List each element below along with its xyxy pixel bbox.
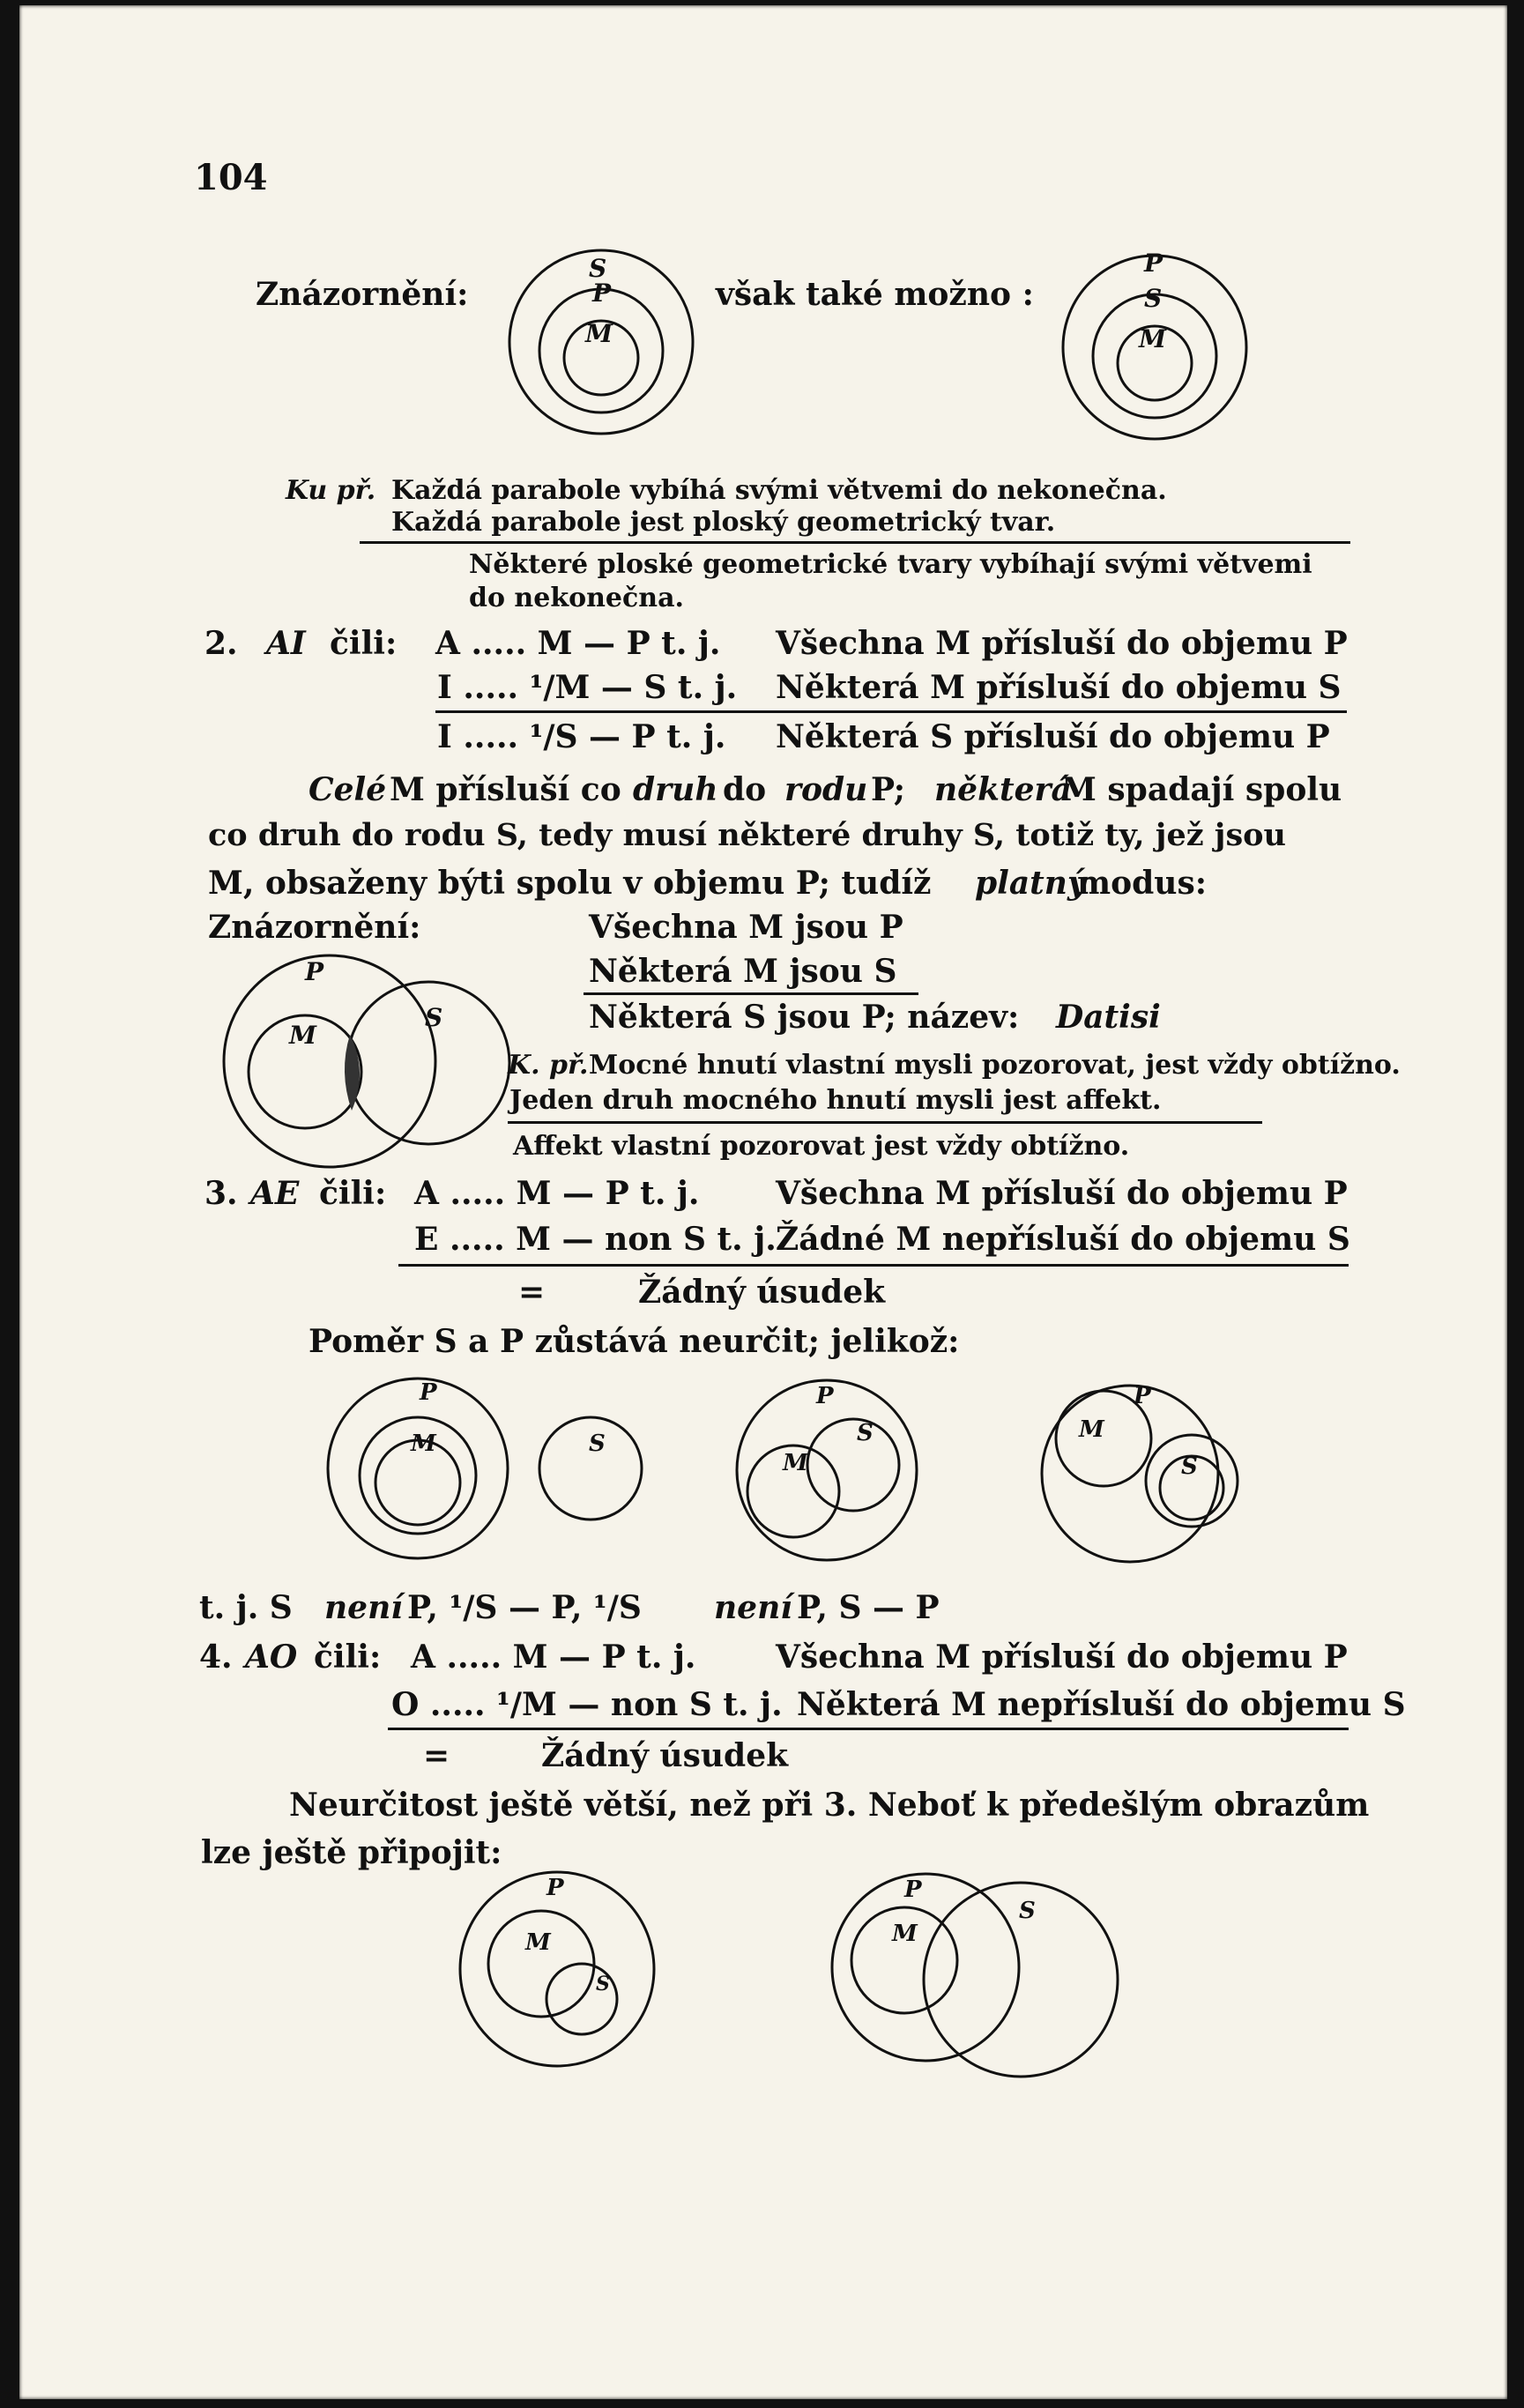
mode3-diagram-2 <box>737 1380 917 1560</box>
mode3-row1-left: A ..... M — P t. j. <box>414 1175 700 1212</box>
mode4-result: Žádný úsudek <box>541 1737 789 1774</box>
p1-celé: Celé <box>309 771 387 808</box>
ex2-prefix: K. př. <box>508 1050 589 1081</box>
mode4-diagram-2 <box>832 1874 1118 2077</box>
mode4-number: 4. <box>199 1639 233 1676</box>
mode2-code: AI <box>266 625 306 662</box>
concentric-diagram-psm <box>1049 242 1260 453</box>
alt-label: však také možno : <box>716 276 1034 313</box>
mode4-row2-right: Některá M nepřísluší do objemu S <box>797 1686 1406 1723</box>
summary-part-b: není <box>324 1589 403 1626</box>
example-prefix: Ku př. <box>286 475 376 506</box>
svg-text:S: S <box>589 254 607 283</box>
mode2-row1-left: A ..... M — P t. j. <box>435 625 721 662</box>
mode2-number: 2. <box>204 625 238 662</box>
mode3-row2-right: Žádné M nepřísluší do objemu S <box>776 1221 1350 1258</box>
datisi-diagram <box>206 955 524 1176</box>
p1-rodu: rodu <box>784 771 868 808</box>
p1-druh: druh <box>633 771 718 808</box>
concentric-diagram-spm <box>495 236 707 448</box>
mode3-number: 3. <box>204 1175 238 1212</box>
mode2-row2-left: I ..... ¹/M — S t. j. <box>437 669 738 706</box>
svg-text:P: P <box>592 279 612 308</box>
mode4-cili: čili: <box>314 1639 382 1676</box>
svg-text:P: P <box>904 1877 922 1903</box>
ex2-line-3: Affekt vlastní pozorovat jest vždy obtížno. <box>513 1131 1130 1162</box>
p2: co druh do rodu S, tedy musí některé druhy S, totiž ty, jež jsou <box>208 817 1286 853</box>
p1-p: P; <box>871 771 906 808</box>
mode4-diagram-1 <box>460 1872 654 2066</box>
mode2-row1-right: Všechna M přísluší do objemu P <box>776 625 1348 662</box>
divider-rule <box>388 1728 1349 1730</box>
summary-part-a: t. j. S <box>199 1589 293 1626</box>
ex2-line-2: Jeden druh mocného hnutí mysli jest affekt. <box>509 1085 1162 1116</box>
summary-part-d: není <box>714 1589 792 1626</box>
mode2-row3-left: I ..... ¹/S — P t. j. <box>437 718 726 755</box>
p3-modus: modus: <box>1077 865 1208 902</box>
svg-text:P: P <box>546 1875 564 1901</box>
syllogism-line-2: Některá M jsou S <box>589 953 897 990</box>
mode3-diagram-1 <box>328 1379 508 1558</box>
divider-rule <box>360 541 1350 544</box>
svg-text:M: M <box>585 319 613 348</box>
p1-do: do <box>723 771 767 808</box>
syllogism-name: Datisi <box>1056 999 1161 1036</box>
mode3-note: Poměr S a P zůstává neurčit; jelikož: <box>309 1323 960 1360</box>
p1-text: M přísluší co <box>390 771 621 808</box>
svg-text:M: M <box>289 1021 316 1050</box>
mode3-row1-right: Všechna M přísluší do objemu P <box>776 1175 1348 1212</box>
mode4-row2-left: O ..... ¹/M — non S t. j. <box>391 1686 783 1723</box>
mode3-diagram-3 <box>1042 1383 1238 1562</box>
svg-text:P: P <box>1144 249 1163 278</box>
svg-text:S: S <box>1019 1898 1036 1924</box>
example-line-4: do nekonečna. <box>469 583 684 613</box>
svg-text:P: P <box>305 957 324 986</box>
svg-text:P: P <box>1134 1383 1151 1409</box>
svg-text:S: S <box>857 1420 874 1446</box>
p3-platny: platný <box>975 865 1086 902</box>
znazorneni-label: Znázornění: <box>256 276 469 313</box>
mode4-equals: = <box>423 1737 450 1774</box>
mode4-row1-left: A ..... M — P t. j. <box>411 1639 696 1676</box>
svg-text:S: S <box>1144 284 1163 313</box>
mode3-result: Žádný úsudek <box>638 1274 886 1311</box>
mode2-cili: čili: <box>330 625 398 662</box>
divider-rule <box>584 992 918 995</box>
divider-rule <box>508 1121 1262 1124</box>
mode2-row3-right: Některá S přísluší do objemu P <box>776 718 1330 755</box>
example-line-3: Některé ploské geometrické tvary vybíhají svými větvemi <box>469 549 1312 580</box>
example-line-2: Každá parabole jest ploský geometrický tvar. <box>391 507 1056 538</box>
znazorneni-label-2: Znázornění: <box>208 909 421 946</box>
svg-text:M: M <box>1139 324 1166 353</box>
svg-text:S: S <box>425 1003 443 1032</box>
svg-text:S: S <box>589 1431 606 1457</box>
svg-text:M: M <box>1079 1416 1104 1443</box>
svg-text:P: P <box>420 1379 437 1406</box>
example-line-1: Každá parabole vybíhá svými větvemi do nekonečna. <box>391 475 1167 506</box>
svg-text:S: S <box>596 1973 610 1996</box>
mode2-row2-right: Některá M přísluší do objemu S <box>776 669 1342 706</box>
p3-text: M, obsaženy býti spolu v objemu P; tudíž <box>208 865 932 902</box>
divider-rule <box>398 1264 1349 1267</box>
mode3-code: AE <box>250 1175 300 1212</box>
p1-nektera: některá <box>934 771 1072 808</box>
syllogism-line-1: Všechna M jsou P <box>589 909 903 946</box>
mode4-note-1: Neurčitost ještě větší, než při 3. Neboť k předešlým obrazům <box>289 1787 1370 1824</box>
mode4-row1-right: Všechna M přísluší do objemu P <box>776 1639 1348 1676</box>
mode3-diagrams <box>326 1377 1357 1588</box>
mode3-cili: čili: <box>319 1175 387 1212</box>
mode3-diagram-1-s <box>539 1417 642 1520</box>
mode3-row2-left: E ..... M — non S t. j. <box>414 1221 777 1258</box>
mode4-diagrams <box>453 1867 1343 2078</box>
book-page <box>19 5 1507 2399</box>
mode3-equals: = <box>518 1274 546 1311</box>
divider-rule <box>435 710 1347 713</box>
summary-part-c: P, ¹/S — P, ¹/S <box>407 1589 642 1626</box>
p1-rest: M spadají spolu <box>1061 771 1342 808</box>
svg-text:P: P <box>816 1383 834 1409</box>
ex2-line-1: Mocné hnutí vlastní mysli pozorovat, jest vždy obtížno. <box>589 1050 1401 1081</box>
svg-text:S: S <box>1181 1453 1198 1480</box>
page-number: 104 <box>194 157 268 198</box>
summary-part-e: P, S — P <box>797 1589 940 1626</box>
mode4-note-2: lze ještě připojit: <box>201 1834 502 1871</box>
mode4-code: AO <box>245 1639 298 1676</box>
svg-text:M: M <box>783 1450 808 1476</box>
svg-text:M: M <box>525 1929 551 1956</box>
svg-text:M: M <box>411 1431 436 1457</box>
syllogism-line-3: Některá S jsou P; název: <box>589 999 1020 1036</box>
svg-text:M: M <box>892 1921 918 1947</box>
